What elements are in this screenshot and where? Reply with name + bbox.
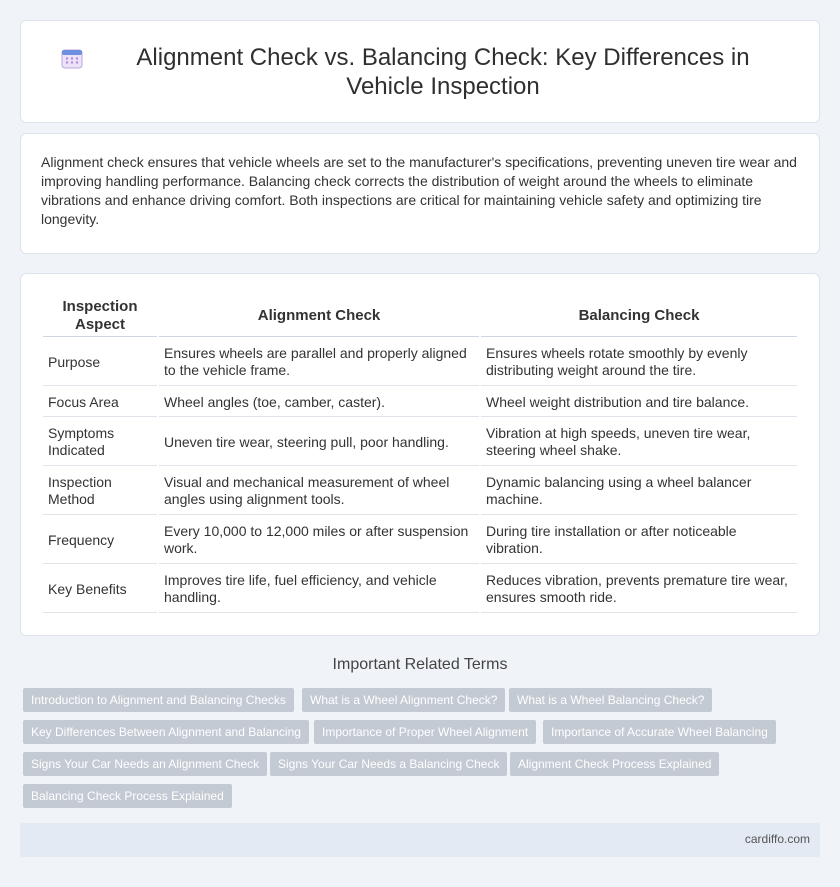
balancing-cell: During tire installation or after noticeable vibration. — [481, 517, 797, 564]
related-term-chip[interactable]: Introduction to Alignment and Balancing Checks — [23, 688, 294, 712]
related-term-chip[interactable]: Balancing Check Process Explained — [23, 784, 232, 808]
intro-paragraph: Alignment check ensures that vehicle wheels are set to the manufacturer's specifications, preventing uneven tire wear and improving handling performance. Balancing check corrects the distribution of weight around the wheels to eliminate vibrations and enhance driving comfort. Both inspections are critical for maintaining vehicle safety and optimizing tire longevity. — [41, 154, 797, 227]
row-label: Focus Area — [43, 388, 157, 417]
header-inspection-aspect: Inspection Aspect — [43, 296, 157, 337]
row-label: Symptoms Indicated — [43, 419, 157, 466]
related-term-chip[interactable]: Importance of Accurate Wheel Balancing — [543, 720, 776, 744]
balancing-cell: Dynamic balancing using a wheel balancer machine. — [481, 468, 797, 515]
header-balancing-check: Balancing Check — [481, 296, 797, 337]
table-row — [43, 388, 797, 417]
footer-site-link[interactable]: cardiffo.com — [744, 832, 810, 846]
alignment-cell: Every 10,000 to 12,000 miles or after suspension work. — [159, 517, 479, 564]
row-label: Purpose — [43, 339, 157, 386]
alignment-cell: Improves tire life, fuel efficiency, and vehicle handling. — [159, 566, 479, 613]
balancing-cell: Reduces vibration, prevents premature tire wear, ensures smooth ride. — [481, 566, 797, 613]
alignment-cell: Ensures wheels are parallel and properly aligned to the vehicle frame. — [159, 339, 479, 386]
table-row — [43, 468, 797, 515]
balancing-cell: Wheel weight distribution and tire balance. — [481, 388, 797, 417]
table-row — [43, 419, 797, 466]
table-row — [43, 339, 797, 386]
table-row — [43, 566, 797, 613]
balancing-cell: Vibration at high speeds, uneven tire wear, steering wheel shake. — [481, 419, 797, 466]
intro-card — [20, 133, 820, 254]
balancing-cell: Ensures wheels rotate smoothly by evenly distributing weight around the tire. — [481, 339, 797, 386]
page-title: Alignment Check vs. Balancing Check: Key Differences in Vehicle Inspection — [136, 44, 750, 100]
table-row — [43, 517, 797, 564]
alignment-cell: Visual and mechanical measurement of wheel angles using alignment tools. — [159, 468, 479, 515]
header-alignment-check: Alignment Check — [159, 296, 479, 337]
row-label: Inspection Method — [43, 468, 157, 515]
comparison-card — [20, 273, 820, 636]
alignment-cell: Uneven tire wear, steering pull, poor handling. — [159, 419, 479, 466]
table-header-row — [43, 296, 797, 337]
comparison-table — [41, 294, 799, 615]
row-label: Key Benefits — [43, 566, 157, 613]
row-label: Frequency — [43, 517, 157, 564]
footer-bar — [20, 823, 820, 857]
related-term-chip[interactable]: Signs Your Car Needs an Alignment Check — [23, 752, 267, 776]
calendar-icon — [61, 47, 83, 69]
related-terms-title: Important Related Terms — [332, 656, 508, 673]
related-term-chip[interactable]: Key Differences Between Alignment and Balancing — [23, 720, 309, 744]
related-term-chip[interactable]: Importance of Proper Wheel Alignment — [314, 720, 536, 744]
alignment-cell: Wheel angles (toe, camber, caster). — [159, 388, 479, 417]
related-term-chip[interactable]: What is a Wheel Balancing Check? — [509, 688, 712, 712]
related-term-chip[interactable]: Alignment Check Process Explained — [510, 752, 719, 776]
related-term-chip[interactable]: What is a Wheel Alignment Check? — [302, 688, 505, 712]
related-term-chip[interactable]: Signs Your Car Needs a Balancing Check — [270, 752, 507, 776]
header-card — [20, 20, 820, 123]
